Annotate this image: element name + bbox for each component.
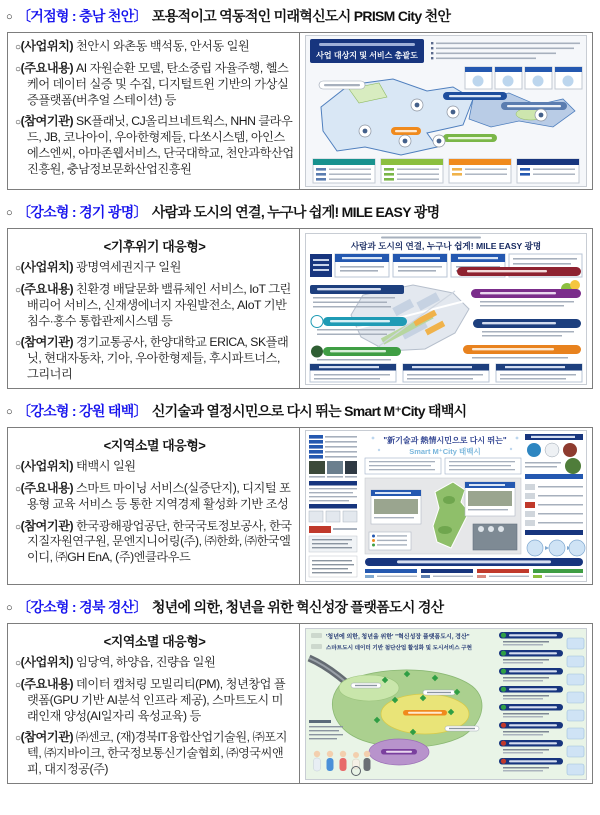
image-column: [300, 229, 592, 388]
goal-text: 스마트도시 데이터 기반 첨단산업 활성화 및 도시서비스 구현: [326, 645, 472, 652]
item-label: (참여기관): [20, 114, 74, 129]
poster-subtitle: Smart M⁺City 태백시: [409, 447, 481, 457]
map-title-badge: [310, 39, 424, 63]
diagram-top-tagline: [381, 236, 481, 238]
item-text: 임당역, 하양읍, 진량읍 일원: [73, 655, 216, 670]
taebaek-poster-image: [305, 430, 587, 582]
item-text: 친환경 배달문화 밸류체인 서비스, IoT 그린배리어 서비스, 신재생에너지 자원발전소, AIoT 기반 침수·홍수 통합관제시스템 등: [27, 281, 291, 328]
section-tag: 〔거점형 : 충남 천안〕: [16, 8, 147, 24]
item-label: (참여기관): [20, 730, 74, 745]
image-column: [300, 624, 592, 783]
item-text: 스마트 마이닝 서비스(실증단지), 디지털 포용형 교육 서비스 등 통한 지역경제 활성화 기반 조성: [27, 480, 291, 511]
item-text: 태백시 일원: [73, 459, 136, 474]
text-column: [8, 428, 300, 584]
item-bullet: ○: [15, 338, 21, 350]
section-taebaek: [4, 401, 596, 585]
section-box: [7, 32, 593, 190]
item-participants: [15, 114, 294, 177]
item-bullet: ○: [15, 284, 21, 296]
cheonan-service-map-image: [305, 35, 587, 187]
item-bullet: ○: [15, 483, 21, 495]
section-header-gyeongsan: [6, 597, 596, 617]
poster-title: "新기술과 熱情시민으로 다시 뛰는": [383, 436, 507, 446]
item-text: 한국광해광업공단, 한국국토정보공사, 한국지질자원연구원, 문엔지니어링(주), ㈜한화, ㈜한국엘이디, ㈜GH EnA, (주)엔클라우드: [27, 518, 292, 565]
item-label: (사업위치): [20, 655, 74, 670]
item-label: (참여기관): [20, 335, 74, 350]
section-title: 신기술과 열정시민으로 다시 뛰는 Smart M⁺City 태백시: [151, 403, 467, 420]
item-bullet: ○: [15, 658, 21, 670]
item-text: 천안시 와촌동 백석동, 안서동 일원: [73, 39, 250, 53]
category-label: <기후위기 대응형>: [103, 239, 206, 254]
item-location: [15, 39, 294, 55]
item-bullet: ○: [15, 462, 21, 474]
category-label: <지역소멸 대응형>: [103, 438, 206, 454]
section-title: 사람과 도시의 연결, 누구나 쉽게! MILE EASY 광명: [151, 204, 440, 220]
item-label: (사업위치): [20, 459, 74, 474]
item-bullet: ○: [15, 521, 21, 533]
item-content: [15, 61, 294, 109]
item-label: (참여기관): [20, 518, 74, 533]
item-content: [15, 282, 294, 330]
item-label: (주요내용): [20, 60, 74, 75]
diagram-title: 사람과 도시의 연결, 누구나 쉽게! MILE EASY 광명: [350, 240, 542, 251]
image-column: [300, 33, 592, 189]
section-header-gwangmyeong: [6, 202, 596, 222]
item-participants: [15, 335, 294, 383]
item-bullet: ○: [15, 42, 21, 53]
item-label: (사업위치): [20, 39, 74, 53]
item-content: [15, 677, 294, 725]
item-text: ㈜센코, (재)경북IT융합산업기술원, ㈜포지텍, ㈜지바이크, 한국정보통신기술협회, ㈜영국씨앤피, 대지정공(주): [27, 730, 287, 777]
item-text: 경기교통공사, 한양대학교 ERICA, SK플래닛, 현대자동차, 기아, 우아한형제들, 후시파트너스, 그리너리: [27, 335, 289, 382]
item-content: [15, 481, 294, 513]
section-gyeongsan: [4, 597, 596, 784]
section-bullet: ○: [6, 406, 12, 419]
section-bullet: ○: [6, 602, 12, 615]
bottom-summary-boxes: [310, 364, 582, 382]
text-column: [8, 229, 300, 388]
item-location: [15, 459, 294, 475]
section-header-cheonan: [6, 6, 596, 26]
item-label: (주요내용): [20, 676, 74, 691]
section-tag: 〔강소형 : 강원 태백〕: [16, 403, 147, 420]
item-bullet: ○: [15, 263, 21, 274]
map-title: 사업 대상지 및 서비스 총괄도: [316, 51, 418, 60]
section-tag: 〔강소형 : 경북 경산〕: [16, 599, 147, 616]
item-text: AI 자원순환 모델, 탄소중립 자율주행, 헬스케어 데이터 실증 및 수집, 디지털트윈 기반의 가상실증플랫폼(버추얼 스테이션) 등: [27, 60, 289, 107]
item-bullet: ○: [15, 733, 21, 745]
gwangmyeong-service-diagram-image: [305, 233, 587, 385]
item-location: [15, 260, 294, 276]
item-bullet: ○: [15, 679, 21, 691]
taebaek-map-panel: [365, 478, 521, 554]
image-column: [300, 428, 592, 584]
item-participants: [15, 519, 294, 567]
item-label: (주요내용): [20, 480, 74, 495]
section-box: [7, 427, 593, 585]
section-box: [7, 228, 593, 389]
category-label: <지역소멸 대응형>: [103, 634, 206, 650]
text-column: [8, 624, 300, 783]
item-label: (사업위치): [20, 260, 74, 274]
item-location: [15, 655, 294, 671]
item-text: SK플래닛, CJ올리브네트웍스, NHN 클라우드, JB, 코나아이, 우아한형제들, 다쏘시스템, 아인스에스엔씨, 아마존웹서비스, 단국대학교, 천안과학산업진흥원, 충남정보문화산업진흥원: [27, 114, 294, 177]
gyeongsan-vision-map-image: [305, 628, 587, 780]
text-column: [8, 33, 300, 189]
section-header-taebaek: [6, 401, 596, 421]
section-tag: 〔강소형 : 경기 광명〕: [16, 204, 147, 220]
flow-circles: [527, 540, 585, 556]
section-bullet: ○: [6, 207, 12, 219]
item-text: 데이터 캡처링 모빌리티(PM), 청년창업 플랫폼(GPU 기반 AI분석 인프라 제공), 스마트도시 미래인재 양성(AI일자리 육성교육) 등: [27, 676, 286, 723]
item-text: 광명역세권지구 일원: [73, 260, 181, 274]
item-bullet: ○: [15, 117, 21, 129]
section-cheonan: [4, 6, 596, 190]
item-participants: [15, 730, 294, 778]
item-bullet: ○: [15, 63, 21, 75]
section-title: 청년에 의한, 청년을 위한 혁신성장 플랫폼도시 경산: [151, 599, 444, 616]
section-title: 포용적이고 역동적인 미래혁신도시 PRISM City 천안: [151, 8, 451, 24]
section-gwangmyeong: [4, 202, 596, 389]
item-label: (주요내용): [20, 281, 74, 296]
section-bullet: ○: [6, 11, 12, 23]
section-box: [7, 623, 593, 784]
vision-text: '청년에 의한, 청년을 위한' "혁신성장 플랫폼도시, 경산": [326, 634, 470, 641]
